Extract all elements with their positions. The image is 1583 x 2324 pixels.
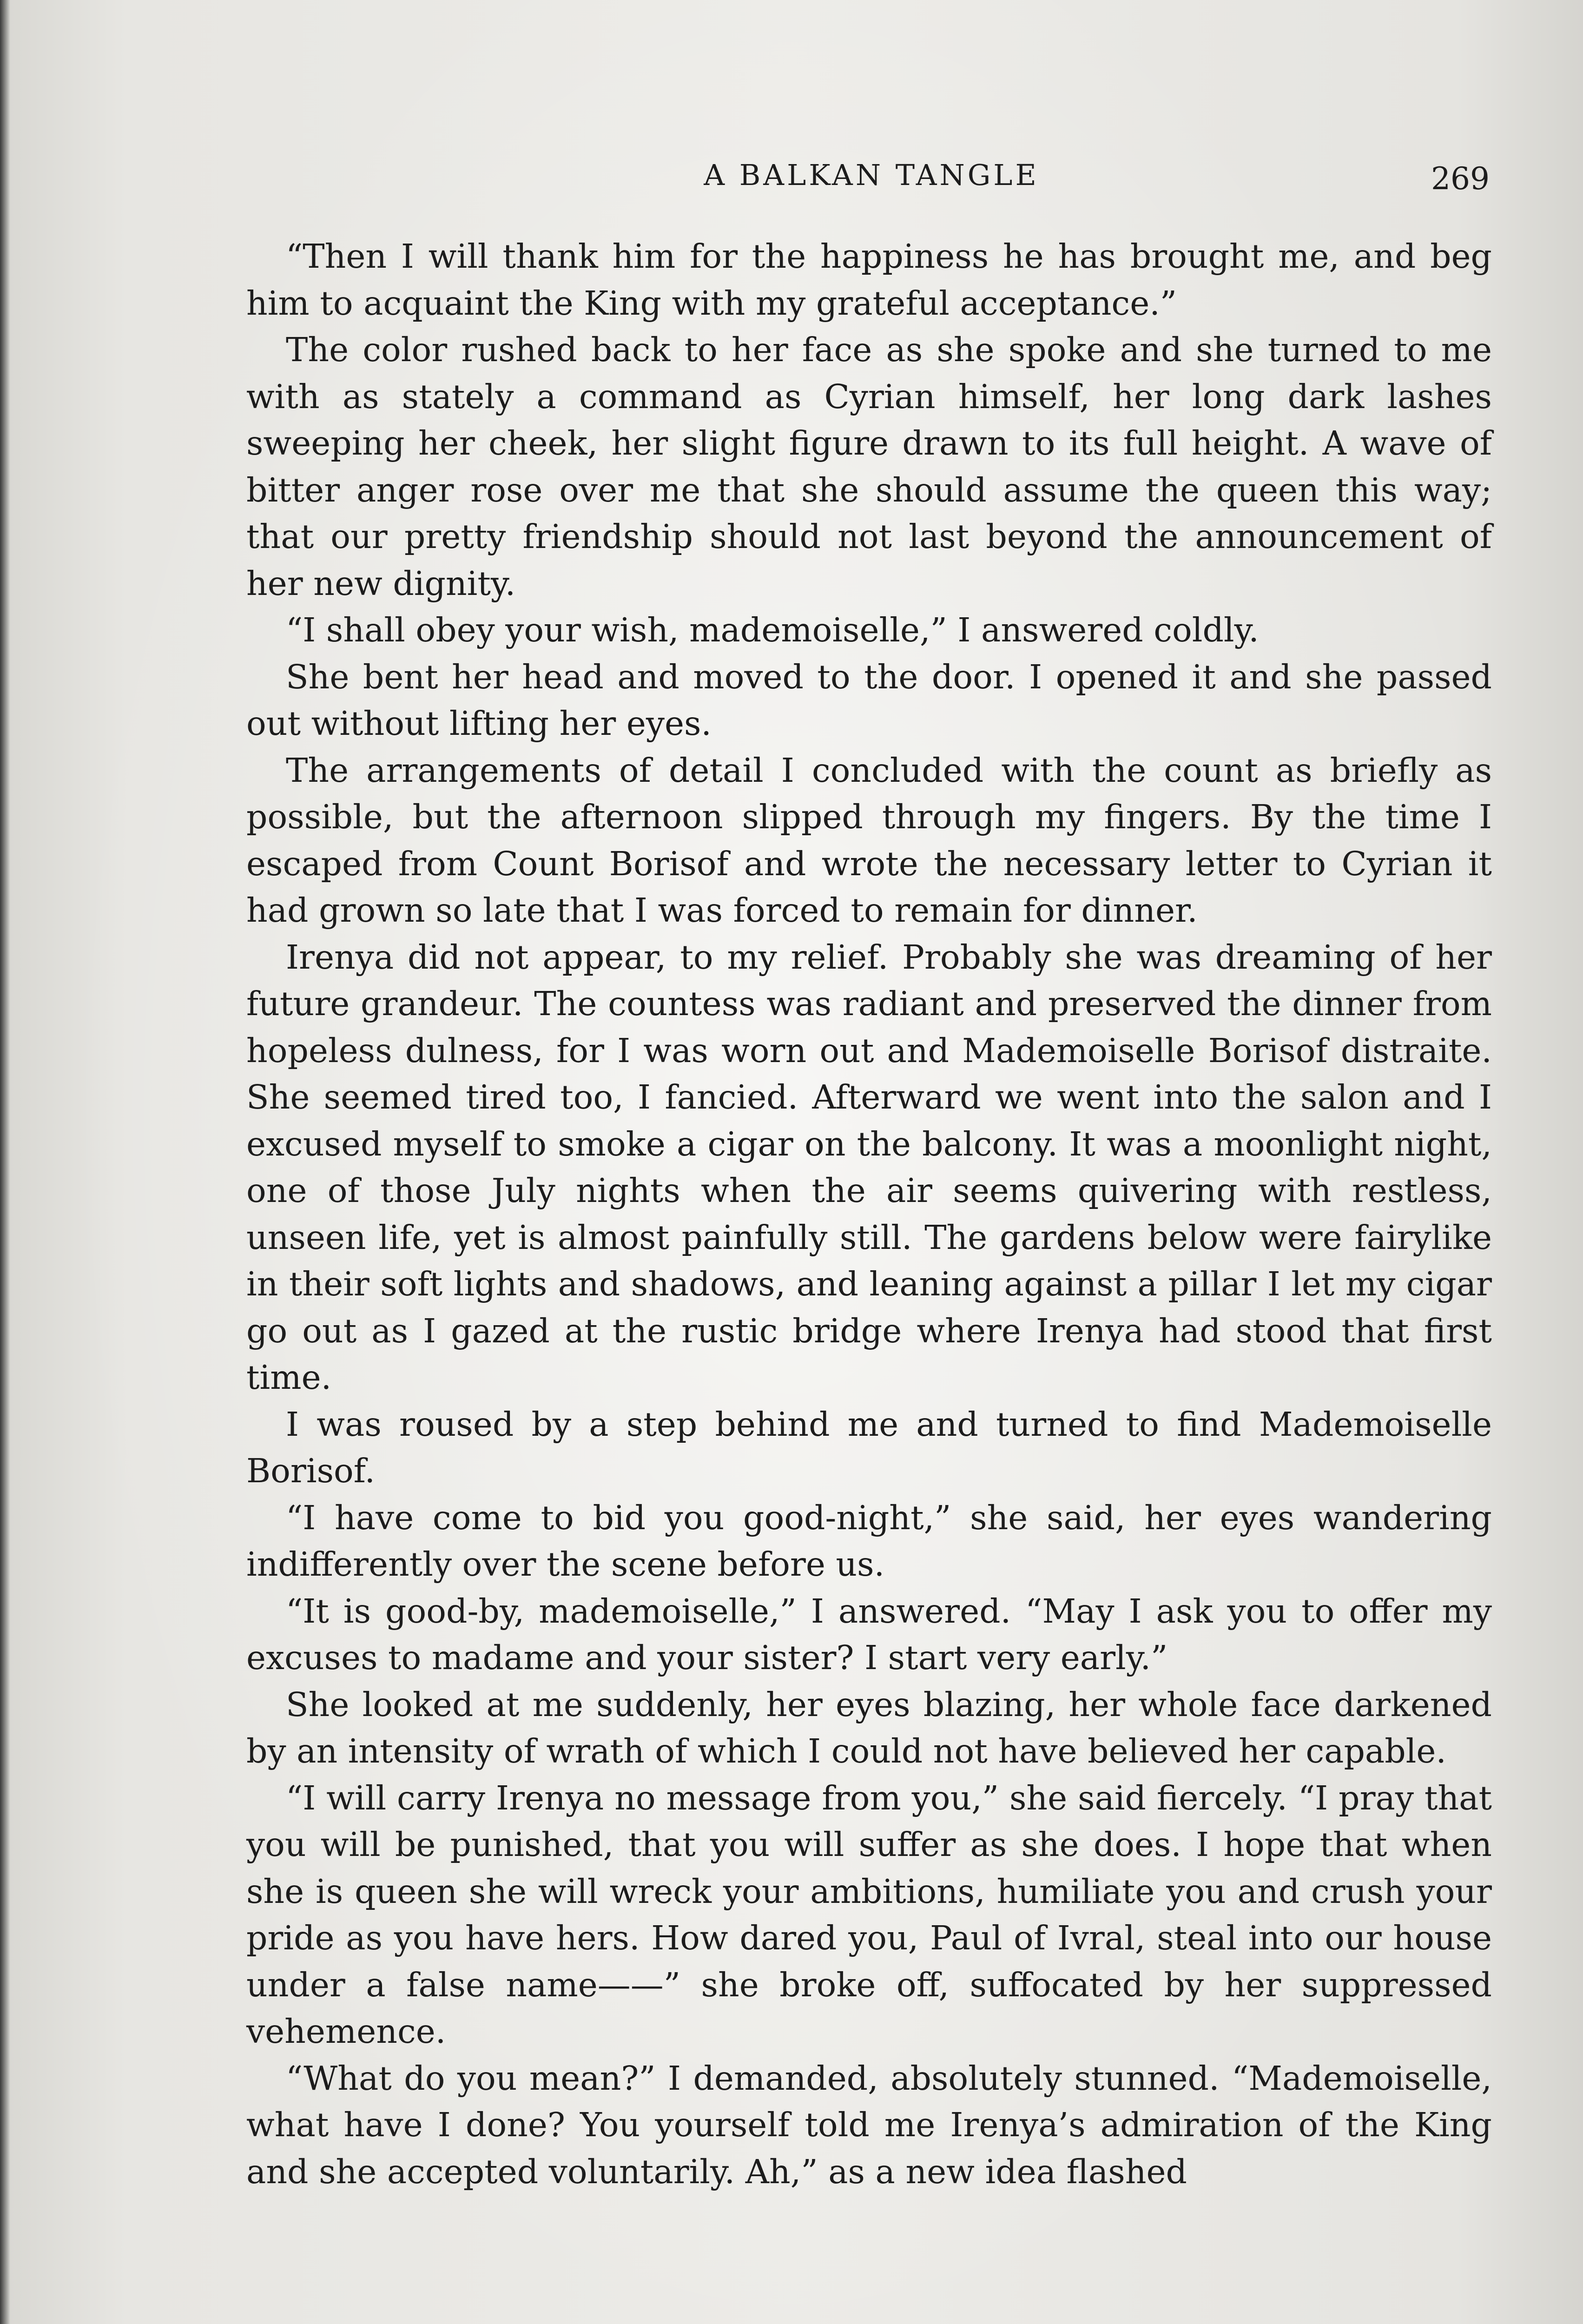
- scan-edge-left: [0, 0, 10, 2324]
- paragraph: The arrangements of detail I concluded with the count as briefly as possible, but the afternoon slipped through my fingers. By the time I escaped from Count Borisof and wrote the necessary letter to Cyrian it had grown so late that I was forced to remain for dinner.: [246, 751, 1492, 930]
- paragraph: She bent her head and moved to the door. I opened it and she passed out without lifting her eyes.: [246, 657, 1492, 743]
- page-header: [253, 150, 1490, 201]
- paragraph: “I will carry Irenya no message from you,” she said fiercely. “I pray that you will be punished, that you will suffer as she does. I hope that when she is queen she will wreck your ambitions, humiliate you and crush your pride as you have hers. How dared you, Paul of Ivral, steal into our house under a false name——” she broke off, suffocated by her suppressed vehemence.: [246, 1778, 1492, 2051]
- paragraph: “What do you mean?” I demanded, absolutely stunned. “Mademoiselle, what have I done? You yourself told me Irenya’s admiration of the King and she accepted voluntarily. Ah,” as a new idea flashed: [246, 2059, 1492, 2191]
- paragraph: Irenya did not appear, to my relief. Probably she was dreaming of her future grandeur. The countess was radiant and preserved the dinner from hopeless dulness, for I was worn out and Mademoiselle Borisof distraite. She seemed tired too, I fancied. Afterward we went into the salon and I excused myself to smoke a cigar on the balcony. It was a moonlight night, one of those July nights when the air seems quivering with restless, unseen life, yet is almost painfully still. The gardens below were fairylike in their soft lights and shadows, and leaning against a pillar I let my cigar go out as I gazed at the rustic bridge where Irenya had stood that first time.: [246, 938, 1492, 1397]
- body-text: [246, 233, 1492, 2204]
- paragraph: I was roused by a step behind me and turned to find Mademoiselle Borisof.: [246, 1405, 1492, 1490]
- paragraph: She looked at me suddenly, her eyes blazing, her whole face darkened by an intensity of wrath of which I could not have believed her capable.: [246, 1685, 1492, 1770]
- page-number: 269: [1431, 161, 1490, 197]
- paragraph: The color rushed back to her face as she spoke and she turned to me with as stately a command as Cyrian himself, her long dark lashes sweeping her cheek, her slight figure drawn to its full height. A wave of bitter anger rose over me that she should assume the queen this way; that our pretty friendship should not last beyond the announcement of her new dignity.: [246, 330, 1492, 603]
- paragraph: “I shall obey your wish, mademoiselle,” I answered coldly.: [286, 611, 1259, 649]
- paragraph: “It is good-by, mademoiselle,” I answered. “May I ask you to offer my excuses to madame and your sister? I start very early.”: [246, 1591, 1492, 1677]
- paragraph: “Then I will thank him for the happiness he has brought me, and beg him to acquaint the King with my grateful acceptance.”: [246, 237, 1492, 323]
- paragraph: “I have come to bid you good-night,” she said, her eyes wandering indifferently over the scene before us.: [246, 1498, 1492, 1584]
- running-title: A BALKAN TANGLE: [704, 158, 1039, 192]
